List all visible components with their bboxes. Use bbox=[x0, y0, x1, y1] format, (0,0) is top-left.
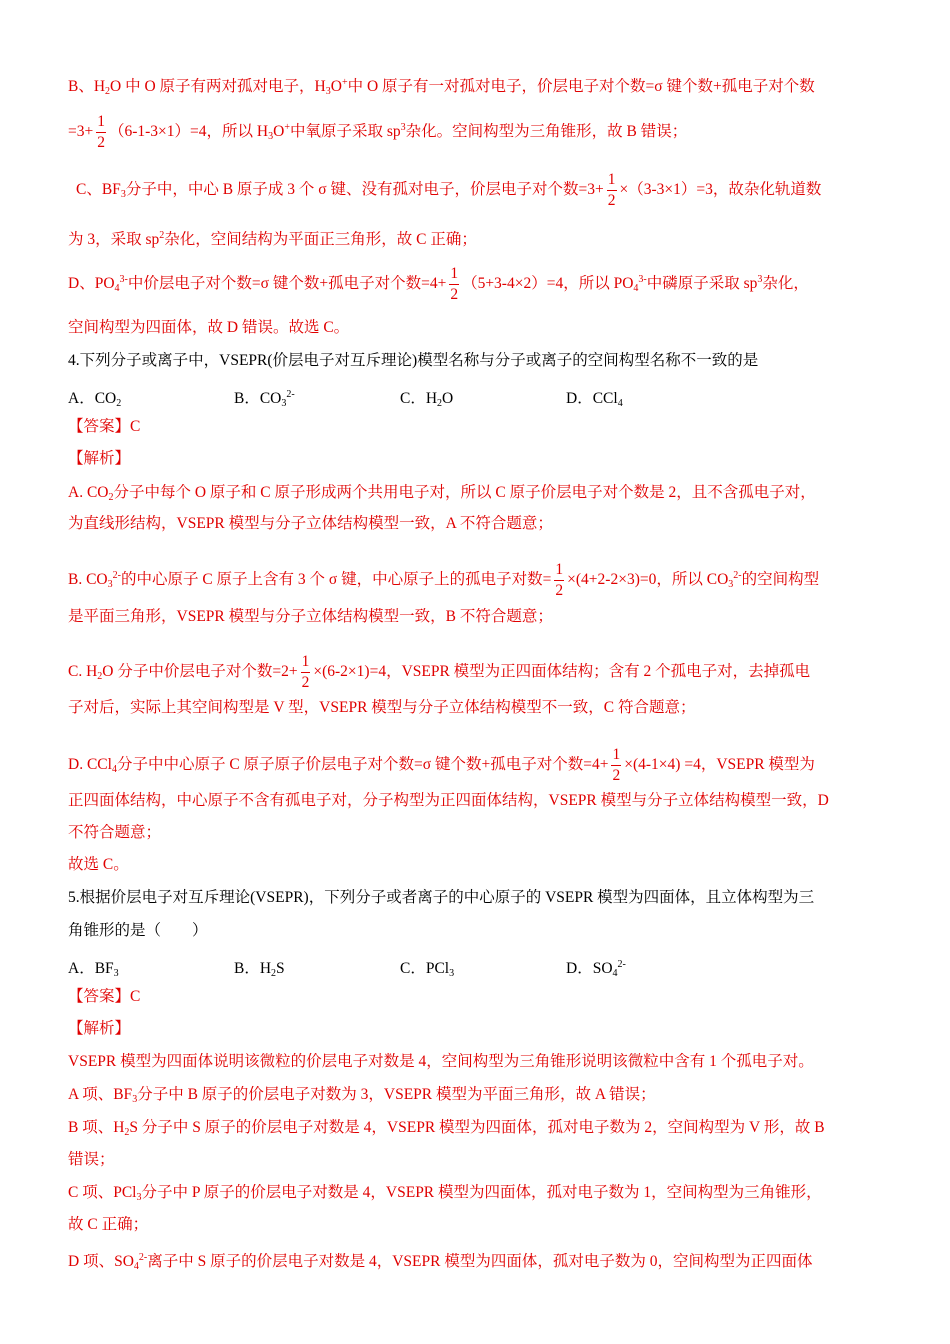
fraction-half: $\frac{1}{2}$ bbox=[555, 561, 564, 599]
fraction-half: $\frac{1}{2}$ bbox=[607, 171, 616, 209]
q5-answer: 【答案】C bbox=[68, 988, 141, 1005]
fraction-half: $\frac{1}{2}$ bbox=[450, 265, 459, 303]
q4-explain-b-line2: 是平面三角形，VSEPR 模型与分子立体结构模型一致，B 不符合题意； bbox=[68, 608, 553, 625]
q4-answer: 【答案】C bbox=[68, 418, 141, 435]
q3-explain-b-line2: =3+ $\frac{1}{2}$ （6-1-3×1）=4，所以 $H_3O^+$中氧原子采取 $sp^3$杂化。空间构型为三角锥形，故 B 错误； bbox=[68, 113, 688, 151]
q4-explain-a-line2: 为直线形结构，VSEPR 模型与分子立体结构模型一致，A 不符合题意； bbox=[68, 515, 553, 532]
q4-explain-b-line1: B. $CO_3^{2-}$的中心原子 C 原子上含有 3 个 σ 键，中心原子上的孤电子对数= $\frac{1}{2}$ ×(4+2-2×3)=0，所以 $CO_3^{2-}$的空间构型 bbox=[68, 561, 820, 599]
q5-stem-line1: 5.根据价层电子对互斥理论(VSEPR)，下列分子或者离子的中心原子的 VSEPR 模型为四面体，且立体构型为三 bbox=[68, 889, 815, 906]
q5-analysis-label: 【解析】 bbox=[68, 1020, 131, 1037]
fraction-half: $\frac{1}{2}$ bbox=[612, 746, 621, 784]
q5-option-a: A．$BF_3$ bbox=[68, 960, 119, 979]
q4-explain-c-line1: C. $H_2O$ 分子中价层电子对个数=2+ $\frac{1}{2}$ ×(6-2×1)=4，VSEPR 模型为正四面体结构；含有 2 个孤电子对，去掉孤电 bbox=[68, 653, 811, 691]
q5-explain-a: A 项、$BF_3$分子中 B 原子的价层电子对数为 3，VSEPR 模型为平面三角形，故 A 错误； bbox=[68, 1086, 656, 1105]
q5-explain-c-line1: C 项、PCl$_3$分子中 P 原子的价层电子对数是 4，VSEPR 模型为四面体，孤对电子数为 1，空间构型为三角锥形， bbox=[68, 1184, 822, 1203]
fraction-half: $\frac{1}{2}$ bbox=[97, 113, 105, 151]
q4-explain-d-line1: D. CCl$_4$分子中中心原子 C 原子原子价层电子对个数=σ 键个数+孤电子对个数=4+ $\frac{1}{2}$ ×(4-1×4) =4，VSEPR 模型为 bbox=[68, 746, 815, 784]
q5-option-d: D．$SO_4^{2-}$ bbox=[566, 959, 626, 979]
q4-option-c: C．$H_2O$ bbox=[400, 390, 454, 409]
q4-options bbox=[68, 385, 732, 414]
q4-option-a: A．$CO_2$ bbox=[68, 390, 122, 409]
q5-option-c: C．PCl$_3$ bbox=[400, 960, 455, 979]
q5-explain-d-line1: D 项、$SO_4^{2-}$离子中 S 原子的价层电子对数是 4，VSEPR 模型为四面体，孤对电子数为 0，空间构型为正四面体 bbox=[68, 1252, 813, 1272]
q5-explain-b-line1: B 项、$H_2S$ 分子中 S 原子的价层电子对数是 4，VSEPR 模型为四面体，孤对电子数为 2，空间构型为 V 形，故 B bbox=[68, 1119, 825, 1138]
q3-explain-b-line1: B、$H_2O$ 中 O 原子有两对孤对电子，$H_3O^+$中 O 原子有一对孤对电子，价层电子对个数=σ 键个数+孤电子对个数 bbox=[68, 77, 815, 97]
q3-explain-d-line2: 空间构型为四面体，故 D 错误。故选 C。 bbox=[68, 319, 350, 336]
fraction-half: $\frac{1}{2}$ bbox=[301, 653, 310, 691]
q5-options bbox=[68, 955, 732, 984]
q4-explain-c-line2: 子对后，实际上其空间构型是 V 型，VSEPR 模型与分子立体结构模型不一致，C 符合题意； bbox=[68, 699, 696, 716]
q3-explain-d-line1: D、$PO_4^{3-}$中价层电子对个数=σ 键个数+孤电子对个数=4+ $\frac{1}{2}$ （5+3-4×2）=4，所以 $PO_4^{3-}$中磷原子采取 $sp^3$杂化， bbox=[68, 265, 809, 303]
q4-explain-a-line1: A. $CO_2$分子中每个 O 原子和 C 原子形成两个共用电子对，所以 C 原子价层电子对个数是 2，且不含孤电子对， bbox=[68, 484, 816, 503]
q5-option-b: B．$H_2S$ bbox=[234, 960, 285, 979]
q5-explain-intro: VSEPR 模型为四面体说明该微粒的价层电子对数是 4，空间构型为三角锥形说明该微粒中含有 1 个孤电子对。 bbox=[68, 1053, 814, 1070]
q3-explain-c-line1: C、$BF_3$分子中，中心 B 原子成 3 个 σ 键、没有孤对电子，价层电子对个数=3+ $\frac{1}{2}$ ×（3-3×1）=3，故杂化轨道数 bbox=[76, 171, 822, 209]
q5-explain-c-line2: 故 C 正确； bbox=[68, 1216, 149, 1233]
q4-explain-d-line3: 不符合题意； bbox=[68, 824, 162, 841]
q5-stem-line2: 角锥形的是（ ） bbox=[68, 922, 208, 939]
q4-analysis-label: 【解析】 bbox=[68, 450, 131, 467]
q4-explain-d-line2: 正四面体结构，中心原子不含有孤电子对，分子构型为正四面体结构，VSEPR 模型与分子立体结构模型一致，D bbox=[68, 792, 829, 809]
q4-option-d: D．CCl$_4$ bbox=[566, 390, 623, 409]
q4-option-b: B．$CO_3^{2-}$ bbox=[234, 389, 295, 409]
q5-explain-b-line2: 错误； bbox=[68, 1151, 115, 1168]
q4-stem: 4.下列分子或离子中，VSEPR(价层电子对互斥理论)模型名称与分子或离子的空间构型名称不一致的是 bbox=[68, 352, 759, 369]
q4-conclusion: 故选 C。 bbox=[68, 856, 129, 873]
q3-explain-c-line2: 为 3，采取 $sp^2$杂化，空间结构为平面正三角形，故 C 正确； bbox=[68, 230, 477, 248]
